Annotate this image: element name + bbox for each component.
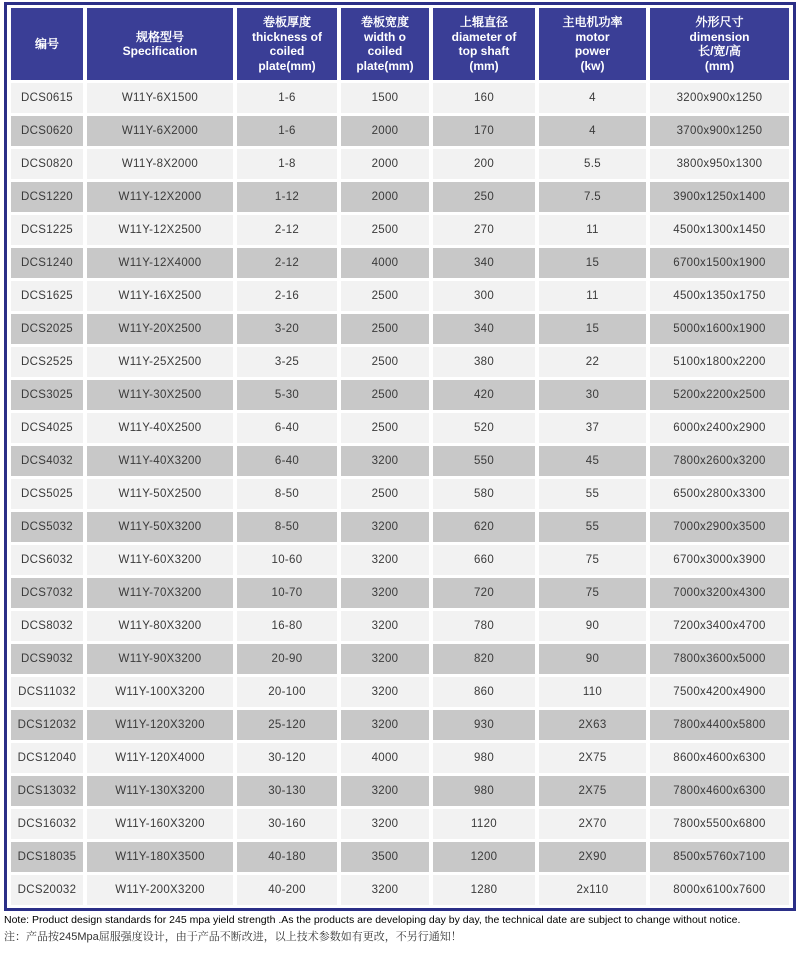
cell-spec: W11Y-12X2000 xyxy=(87,182,233,212)
cell-dimension: 7800x2600x3200 xyxy=(650,446,789,476)
column-header-line: thickness of xyxy=(251,29,323,44)
cell-dimension: 4500x1300x1450 xyxy=(650,215,789,245)
cell-thickness: 20-100 xyxy=(237,677,337,707)
table-row xyxy=(11,380,789,410)
cell-code: DCS7032 xyxy=(11,578,83,608)
cell-thickness: 30-120 xyxy=(237,743,337,773)
cell-width: 2500 xyxy=(341,215,429,245)
column-header-line: 外形尺寸 xyxy=(695,15,744,29)
cell-thickness: 1-6 xyxy=(237,116,337,146)
cell-spec: W11Y-120X3200 xyxy=(87,710,233,740)
table-row xyxy=(11,512,789,542)
cell-width: 4000 xyxy=(341,743,429,773)
cell-power: 2X63 xyxy=(539,710,646,740)
cell-spec: W11Y-50X2500 xyxy=(87,479,233,509)
table-row xyxy=(11,677,789,707)
cell-dimension: 7800x5500x6800 xyxy=(650,809,789,839)
cell-thickness: 6-40 xyxy=(237,446,337,476)
note-english: Note: Product design standards for 245 mpa yield strength .As the products are developing day by day, the technical date are subject to change without notice. xyxy=(4,914,741,926)
cell-power: 22 xyxy=(539,347,646,377)
cell-width: 2500 xyxy=(341,413,429,443)
cell-code: DCS1240 xyxy=(11,248,83,278)
cell-code: DCS13032 xyxy=(11,776,83,806)
cell-width: 1500 xyxy=(341,83,429,113)
cell-code: DCS0820 xyxy=(11,149,83,179)
cell-thickness: 30-130 xyxy=(237,776,337,806)
column-header-line: 主电机功率 xyxy=(562,15,623,29)
cell-power: 2x110 xyxy=(539,875,646,905)
cell-width: 2500 xyxy=(341,479,429,509)
cell-dimension: 7000x3200x4300 xyxy=(650,578,789,608)
cell-power: 75 xyxy=(539,545,646,575)
cell-diameter: 580 xyxy=(433,479,535,509)
cell-power: 4 xyxy=(539,83,646,113)
cell-spec: W11Y-25X2500 xyxy=(87,347,233,377)
table-row xyxy=(11,446,789,476)
cell-power: 110 xyxy=(539,677,646,707)
cell-code: DCS8032 xyxy=(11,611,83,641)
cell-thickness: 10-70 xyxy=(237,578,337,608)
cell-spec: W11Y-40X3200 xyxy=(87,446,233,476)
table-row xyxy=(11,842,789,872)
cell-dimension: 5200x2200x2500 xyxy=(650,380,789,410)
cell-power: 55 xyxy=(539,512,646,542)
cell-spec: W11Y-100X3200 xyxy=(87,677,233,707)
cell-spec: W11Y-120X4000 xyxy=(87,743,233,773)
cell-spec: W11Y-50X3200 xyxy=(87,512,233,542)
cell-dimension: 3200x900x1250 xyxy=(650,83,789,113)
table-row xyxy=(11,578,789,608)
column-header-line: coiled xyxy=(269,44,305,58)
table-row xyxy=(11,776,789,806)
cell-dimension: 6500x2800x3300 xyxy=(650,479,789,509)
column-header-line: 卷板宽度 xyxy=(360,15,409,29)
cell-code: DCS6032 xyxy=(11,545,83,575)
cell-code: DCS12032 xyxy=(11,710,83,740)
cell-width: 3200 xyxy=(341,875,429,905)
cell-dimension: 6700x3000x3900 xyxy=(650,545,789,575)
column-header-line: plate(mm) xyxy=(258,58,316,73)
cell-width: 2500 xyxy=(341,380,429,410)
cell-thickness: 1-12 xyxy=(237,182,337,212)
cell-width: 3200 xyxy=(341,644,429,674)
cell-code: DCS0615 xyxy=(11,83,83,113)
cell-spec: W11Y-30X2500 xyxy=(87,380,233,410)
cell-diameter: 980 xyxy=(433,743,535,773)
cell-power: 5.5 xyxy=(539,149,646,179)
note-chinese: 注：产品按245Mpa屈服强度设计，由于产品不断改进，以上技术参数如有更改，不另行通知！ xyxy=(4,931,462,943)
table-row xyxy=(11,248,789,278)
header-row xyxy=(11,8,789,80)
cell-width: 2000 xyxy=(341,182,429,212)
cell-spec: W11Y-80X3200 xyxy=(87,611,233,641)
cell-dimension: 3700x900x1250 xyxy=(650,116,789,146)
cell-spec: W11Y-70X3200 xyxy=(87,578,233,608)
column-header-line: 编号 xyxy=(34,36,59,51)
spec-table xyxy=(4,2,796,911)
cell-dimension: 5100x1800x2200 xyxy=(650,347,789,377)
cell-code: DCS0620 xyxy=(11,116,83,146)
cell-spec: W11Y-90X3200 xyxy=(87,644,233,674)
table-row xyxy=(11,314,789,344)
cell-diameter: 1280 xyxy=(433,875,535,905)
table-row xyxy=(11,116,789,146)
cell-diameter: 520 xyxy=(433,413,535,443)
column-header-line: motor xyxy=(575,29,610,44)
cell-power: 2X75 xyxy=(539,776,646,806)
cell-diameter: 1200 xyxy=(433,842,535,872)
cell-code: DCS18035 xyxy=(11,842,83,872)
cell-spec: W11Y-160X3200 xyxy=(87,809,233,839)
cell-code: DCS5032 xyxy=(11,512,83,542)
cell-power: 90 xyxy=(539,611,646,641)
cell-dimension: 7200x3400x4700 xyxy=(650,611,789,641)
cell-spec: W11Y-130X3200 xyxy=(87,776,233,806)
cell-diameter: 170 xyxy=(433,116,535,146)
cell-code: DCS2025 xyxy=(11,314,83,344)
cell-power: 2X70 xyxy=(539,809,646,839)
cell-power: 90 xyxy=(539,644,646,674)
table-row xyxy=(11,644,789,674)
table-row xyxy=(11,545,789,575)
cell-dimension: 6700x1500x1900 xyxy=(650,248,789,278)
cell-spec: W11Y-6X2000 xyxy=(87,116,233,146)
table-row xyxy=(11,413,789,443)
cell-thickness: 40-180 xyxy=(237,842,337,872)
cell-code: DCS9032 xyxy=(11,644,83,674)
cell-thickness: 25-120 xyxy=(237,710,337,740)
cell-width: 3200 xyxy=(341,611,429,641)
column-header-width xyxy=(341,8,429,80)
cell-code: DCS3025 xyxy=(11,380,83,410)
cell-code: DCS16032 xyxy=(11,809,83,839)
cell-dimension: 7800x4600x6300 xyxy=(650,776,789,806)
cell-diameter: 620 xyxy=(433,512,535,542)
cell-diameter: 300 xyxy=(433,281,535,311)
column-header-line: diameter of xyxy=(451,29,517,44)
column-header-line: Specification xyxy=(122,44,198,58)
cell-width: 3200 xyxy=(341,677,429,707)
cell-width: 3200 xyxy=(341,710,429,740)
cell-diameter: 550 xyxy=(433,446,535,476)
column-header-line: (kw) xyxy=(580,58,605,73)
cell-spec: W11Y-200X3200 xyxy=(87,875,233,905)
cell-thickness: 20-90 xyxy=(237,644,337,674)
cell-diameter: 340 xyxy=(433,248,535,278)
column-header-line: coiled xyxy=(367,44,403,58)
cell-width: 3200 xyxy=(341,776,429,806)
table-row xyxy=(11,182,789,212)
column-header-thickness xyxy=(237,8,337,80)
column-header-power xyxy=(539,8,646,80)
cell-diameter: 720 xyxy=(433,578,535,608)
cell-diameter: 980 xyxy=(433,776,535,806)
table-row xyxy=(11,611,789,641)
cell-power: 37 xyxy=(539,413,646,443)
cell-code: DCS4025 xyxy=(11,413,83,443)
table-row xyxy=(11,809,789,839)
cell-thickness: 2-12 xyxy=(237,248,337,278)
column-header-line: 规格型号 xyxy=(135,29,184,44)
cell-thickness: 1-6 xyxy=(237,83,337,113)
column-header-line: (mm) xyxy=(704,58,735,73)
cell-spec: W11Y-16X2500 xyxy=(87,281,233,311)
column-header-line: (mm) xyxy=(469,58,499,73)
cell-diameter: 1120 xyxy=(433,809,535,839)
cell-thickness: 10-60 xyxy=(237,545,337,575)
column-header-line: plate(mm) xyxy=(356,58,414,73)
cell-power: 55 xyxy=(539,479,646,509)
cell-code: DCS5025 xyxy=(11,479,83,509)
cell-diameter: 340 xyxy=(433,314,535,344)
cell-width: 2000 xyxy=(341,116,429,146)
cell-dimension: 6000x2400x2900 xyxy=(650,413,789,443)
table-row xyxy=(11,83,789,113)
cell-spec: W11Y-20X2500 xyxy=(87,314,233,344)
column-header-line: 长/宽/高 xyxy=(698,44,741,58)
cell-spec: W11Y-40X2500 xyxy=(87,413,233,443)
cell-diameter: 160 xyxy=(433,83,535,113)
cell-spec: W11Y-6X1500 xyxy=(87,83,233,113)
cell-thickness: 3-25 xyxy=(237,347,337,377)
cell-diameter: 250 xyxy=(433,182,535,212)
table-row xyxy=(11,347,789,377)
cell-width: 2000 xyxy=(341,149,429,179)
cell-dimension: 4500x1350x1750 xyxy=(650,281,789,311)
table-row xyxy=(11,743,789,773)
cell-width: 3500 xyxy=(341,842,429,872)
cell-thickness: 1-8 xyxy=(237,149,337,179)
cell-dimension: 8500x5760x7100 xyxy=(650,842,789,872)
table-row xyxy=(11,710,789,740)
cell-power: 11 xyxy=(539,281,646,311)
cell-width: 3200 xyxy=(341,809,429,839)
cell-power: 2X75 xyxy=(539,743,646,773)
column-header-line: top shaft xyxy=(458,44,510,58)
cell-thickness: 40-200 xyxy=(237,875,337,905)
cell-thickness: 8-50 xyxy=(237,479,337,509)
cell-diameter: 200 xyxy=(433,149,535,179)
cell-dimension: 3900x1250x1400 xyxy=(650,182,789,212)
cell-diameter: 820 xyxy=(433,644,535,674)
cell-spec: W11Y-180X3500 xyxy=(87,842,233,872)
cell-code: DCS4032 xyxy=(11,446,83,476)
cell-diameter: 660 xyxy=(433,545,535,575)
cell-width: 3200 xyxy=(341,578,429,608)
cell-power: 15 xyxy=(539,248,646,278)
cell-diameter: 780 xyxy=(433,611,535,641)
cell-code: DCS11032 xyxy=(11,677,83,707)
cell-width: 2500 xyxy=(341,347,429,377)
cell-diameter: 380 xyxy=(433,347,535,377)
cell-thickness: 5-30 xyxy=(237,380,337,410)
cell-dimension: 7800x3600x5000 xyxy=(650,644,789,674)
cell-spec: W11Y-8X2000 xyxy=(87,149,233,179)
cell-spec: W11Y-12X4000 xyxy=(87,248,233,278)
table-header xyxy=(11,8,789,80)
cell-code: DCS1220 xyxy=(11,182,83,212)
table-body xyxy=(11,83,789,905)
cell-thickness: 3-20 xyxy=(237,314,337,344)
cell-diameter: 420 xyxy=(433,380,535,410)
table-row xyxy=(11,479,789,509)
cell-power: 75 xyxy=(539,578,646,608)
table-row xyxy=(11,149,789,179)
cell-power: 30 xyxy=(539,380,646,410)
cell-width: 3200 xyxy=(341,446,429,476)
cell-thickness: 16-80 xyxy=(237,611,337,641)
cell-code: DCS20032 xyxy=(11,875,83,905)
cell-thickness: 8-50 xyxy=(237,512,337,542)
column-header-line: dimension xyxy=(689,29,750,44)
cell-code: DCS12040 xyxy=(11,743,83,773)
column-header-line: power xyxy=(574,44,611,58)
cell-power: 11 xyxy=(539,215,646,245)
cell-dimension: 7800x4400x5800 xyxy=(650,710,789,740)
table-row xyxy=(11,281,789,311)
cell-width: 2500 xyxy=(341,281,429,311)
cell-thickness: 6-40 xyxy=(237,413,337,443)
cell-code: DCS2525 xyxy=(11,347,83,377)
column-header-spec xyxy=(87,8,233,80)
cell-thickness: 2-12 xyxy=(237,215,337,245)
cell-width: 2500 xyxy=(341,314,429,344)
cell-power: 15 xyxy=(539,314,646,344)
cell-code: DCS1225 xyxy=(11,215,83,245)
cell-diameter: 270 xyxy=(433,215,535,245)
column-header-line: 卷板厚度 xyxy=(262,15,311,29)
cell-diameter: 860 xyxy=(433,677,535,707)
column-header-diameter xyxy=(433,8,535,80)
table-row xyxy=(11,215,789,245)
cell-spec: W11Y-12X2500 xyxy=(87,215,233,245)
table-row xyxy=(11,875,789,905)
cell-power: 45 xyxy=(539,446,646,476)
cell-code: DCS1625 xyxy=(11,281,83,311)
cell-dimension: 5000x1600x1900 xyxy=(650,314,789,344)
cell-dimension: 8600x4600x6300 xyxy=(650,743,789,773)
cell-power: 7.5 xyxy=(539,182,646,212)
cell-power: 4 xyxy=(539,116,646,146)
cell-dimension: 8000x6100x7600 xyxy=(650,875,789,905)
column-header-line: width o xyxy=(364,29,406,44)
cell-dimension: 7500x4200x4900 xyxy=(650,677,789,707)
cell-width: 4000 xyxy=(341,248,429,278)
cell-spec: W11Y-60X3200 xyxy=(87,545,233,575)
column-header-dimension xyxy=(650,8,789,80)
cell-power: 2X90 xyxy=(539,842,646,872)
cell-dimension: 7000x2900x3500 xyxy=(650,512,789,542)
cell-diameter: 930 xyxy=(433,710,535,740)
cell-thickness: 30-160 xyxy=(237,809,337,839)
cell-thickness: 2-16 xyxy=(237,281,337,311)
cell-width: 3200 xyxy=(341,545,429,575)
cell-dimension: 3800x950x1300 xyxy=(650,149,789,179)
column-header-code xyxy=(11,8,83,80)
column-header-line: 上辊直径 xyxy=(459,15,508,29)
cell-width: 3200 xyxy=(341,512,429,542)
